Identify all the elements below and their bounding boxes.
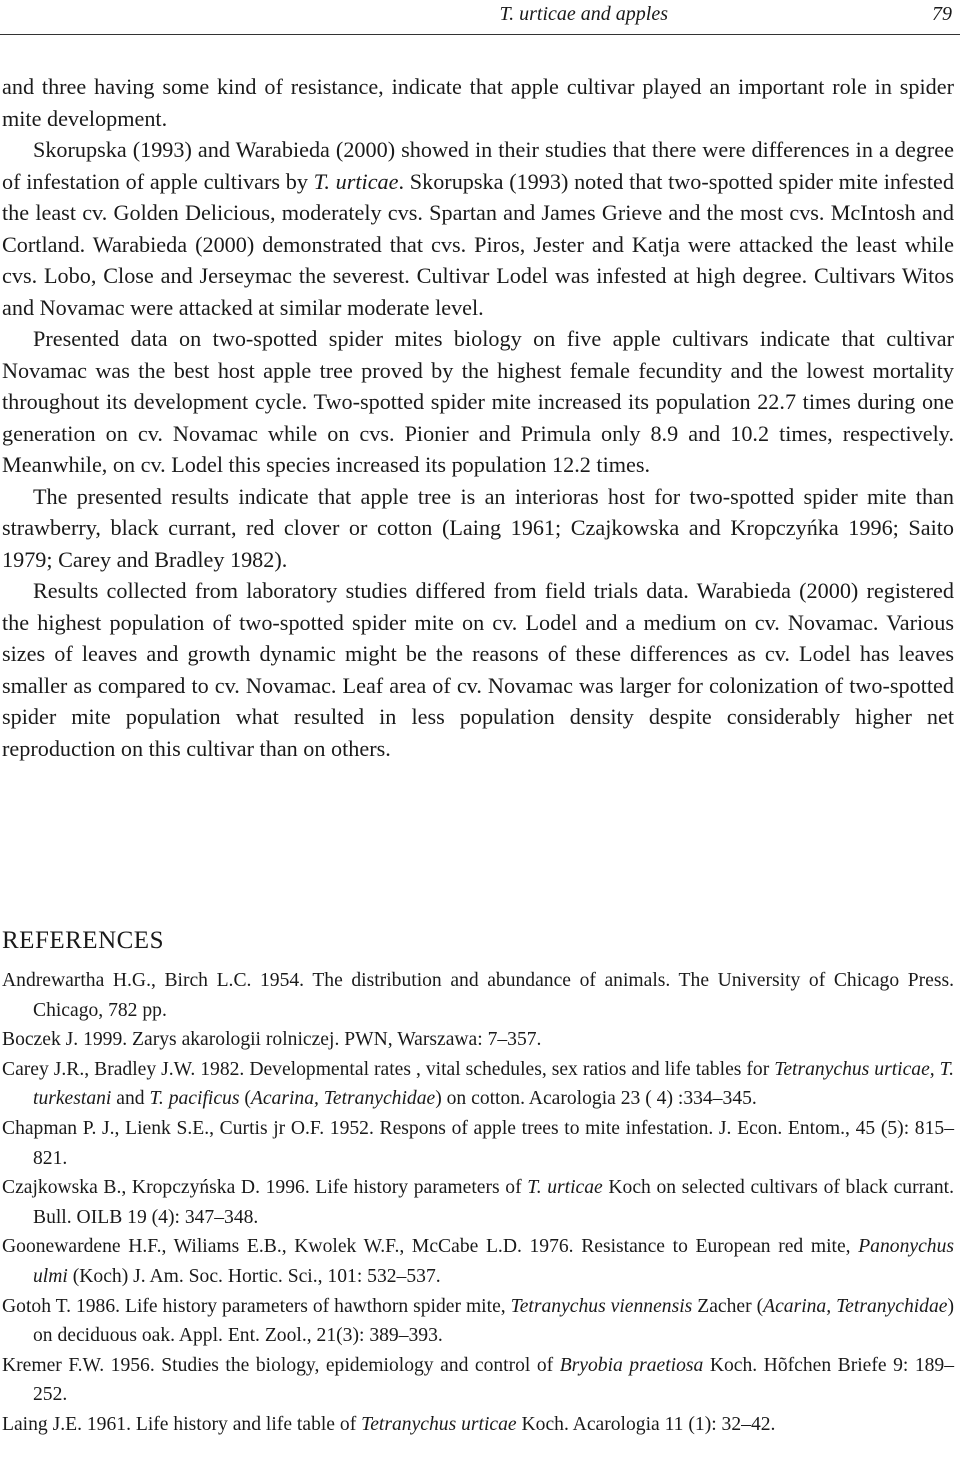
reference-text: Zacher ( bbox=[692, 1295, 764, 1317]
paragraph-text: and three having some kind of resistance, indicate that apple cultivar played an important role in spider mite development. bbox=[2, 74, 954, 131]
paragraph-2 bbox=[2, 134, 954, 323]
reference-text: Andrewartha H.G., Birch L.C. 1954. The distribution and abundance of animals. The University of Chicago Press. Chicago, 782 pp. bbox=[2, 970, 954, 1021]
paragraph-text: . Skorupska (1993) noted that two-spotted spider mite infested the least cv. Golden Delicious, moderately cvs. Spartan and James Grieve and the most cvs. McIntosh and Cortland. Warabieda (2000) demonstrated that cvs. Piros, Jester and Katja were attacked the least while cvs. Lobo, Close and Jerseymac the severest. Cultivar Lodel was infested at high degree. Cultivars Witos and Novamac were attacked at similar moderate level. bbox=[2, 168, 954, 320]
reference-text: ) on cotton. Acarologia 23 ( 4) :334–345. bbox=[435, 1088, 757, 1110]
reference-text: Boczek J. 1999. Zarys akarologii rolniczej. PWN, Warszawa: 7–357. bbox=[2, 1029, 542, 1051]
species-name: Panonychus ulmi bbox=[33, 1236, 954, 1287]
paragraph-1 bbox=[2, 71, 954, 134]
paragraph-3 bbox=[2, 323, 954, 481]
paragraph-5 bbox=[2, 575, 954, 764]
species-name: Tetranychus viennensis bbox=[510, 1295, 693, 1317]
taxon-name: Acarina, Tetranychidae bbox=[763, 1295, 948, 1317]
paragraph-text: Skorupska (1993) and Warabieda (2000) showed in their studies that there were differences in a degree of infestation of apple cultivars by bbox=[2, 137, 954, 194]
reference-item bbox=[2, 1025, 954, 1055]
paragraph-text: Results collected from laboratory studies differed from field trials data. Warabieda (2000) registered the highest population of two-spotted spider mite on cv. Lodel and a medium on cv. Novamac. Various sizes of leaves and growth dynamic might be the reasons of these differences as cv. Lodel has leaves smaller as compared to cv. Novamac. Leaf area of cv. Novamac was larger for colonization of two-spotted spider mite population what resulted in less population density despite considerably higher net reproduction on this cultivar than on others. bbox=[2, 578, 954, 761]
species-name: T. urticae bbox=[313, 168, 399, 194]
body-text bbox=[2, 71, 954, 764]
species-name: Tetranychus urticae, T. turkestani bbox=[33, 1058, 954, 1110]
references-heading: REFERENCES bbox=[2, 927, 164, 954]
reference-item bbox=[2, 1410, 954, 1440]
reference-text: ( bbox=[239, 1088, 251, 1110]
page-number: 79 bbox=[932, 3, 952, 25]
species-name: Bryobia praetiosa bbox=[559, 1354, 704, 1376]
reference-text: Chapman P. J., Lienk S.E., Curtis jr O.F. 1952. Respons of apple trees to mite infestation. J. Econ. Entom., 45 (5): 815–821. bbox=[2, 1117, 954, 1169]
running-title: T. urticae and apples bbox=[499, 3, 668, 25]
reference-item bbox=[2, 1232, 954, 1291]
references-list bbox=[2, 966, 954, 1440]
reference-item bbox=[2, 1173, 954, 1232]
reference-item bbox=[2, 1351, 954, 1410]
reference-item bbox=[2, 1292, 954, 1351]
reference-text: and bbox=[111, 1088, 150, 1110]
reference-text: Laing J.E. 1961. Life history and life table of bbox=[2, 1413, 362, 1435]
reference-text: Koch. Hõfchen Briefe 9: 189–252. bbox=[33, 1354, 955, 1406]
reference-text: Koch on selected cultivars of black currant. Bull. OILB 19 (4): 347–348. bbox=[33, 1177, 954, 1228]
reference-text: Gotoh T. 1986. Life history parameters of hawthorn spider mite, bbox=[2, 1295, 511, 1317]
page-header bbox=[0, 0, 960, 35]
reference-text: Czajkowska B., Kropczyńska D. 1996. Life history parameters of bbox=[2, 1177, 528, 1199]
reference-text: Kremer F.W. 1956. Studies the biology, epidemiology and control of bbox=[2, 1354, 560, 1376]
taxon-name: Acarina, Tetranychidae bbox=[250, 1088, 436, 1110]
reference-text: Carey J.R., Bradley J.W. 1982. Developmental rates , vital schedules, sex ratios and life tables for bbox=[2, 1058, 775, 1080]
species-name: T. urticae bbox=[527, 1177, 603, 1199]
species-name: Tetranychus urticae bbox=[361, 1413, 517, 1435]
reference-item bbox=[2, 1055, 954, 1114]
reference-text: Goonewardene H.F., Wiliams E.B., Kwolek W.F., McCabe L.D. 1976. Resistance to European red mite, bbox=[2, 1236, 859, 1258]
reference-text: (Koch) J. Am. Soc. Hortic. Sci., 101: 532–537. bbox=[67, 1265, 441, 1287]
reference-item bbox=[2, 966, 954, 1025]
paragraph-4 bbox=[2, 481, 954, 576]
species-name: T. pacificus bbox=[149, 1088, 240, 1110]
reference-item bbox=[2, 1114, 954, 1173]
paragraph-text: The presented results indicate that apple tree is an interioras host for two-spotted spider mite than strawberry, black currant, red clover or cotton (Laing 1961; Czajkowska and Kropczyńka 1996; Saito 1979; Carey and Bradley 1982). bbox=[2, 483, 954, 572]
reference-text: Koch. Acarologia 11 (1): 32–42. bbox=[516, 1413, 776, 1435]
paragraph-text: Presented data on two-spotted spider mites biology on five apple cultivars indicate that cultivar Novamac was the best host apple tree proved by the highest female fecundity and the lowest mortality throughout its development cycle. Two-spotted spider mite increased its population 22.7 times during one generation on cv. Novamac while on cvs. Pionier and Primula only 8.9 and 10.2 times, respectively. Meanwhile, on cv. Lodel this species increased its population 12.2 times. bbox=[2, 326, 954, 477]
reference-text: ) on deciduous oak. Appl. Ent. Zool., 21(3): 389–393. bbox=[33, 1295, 955, 1347]
